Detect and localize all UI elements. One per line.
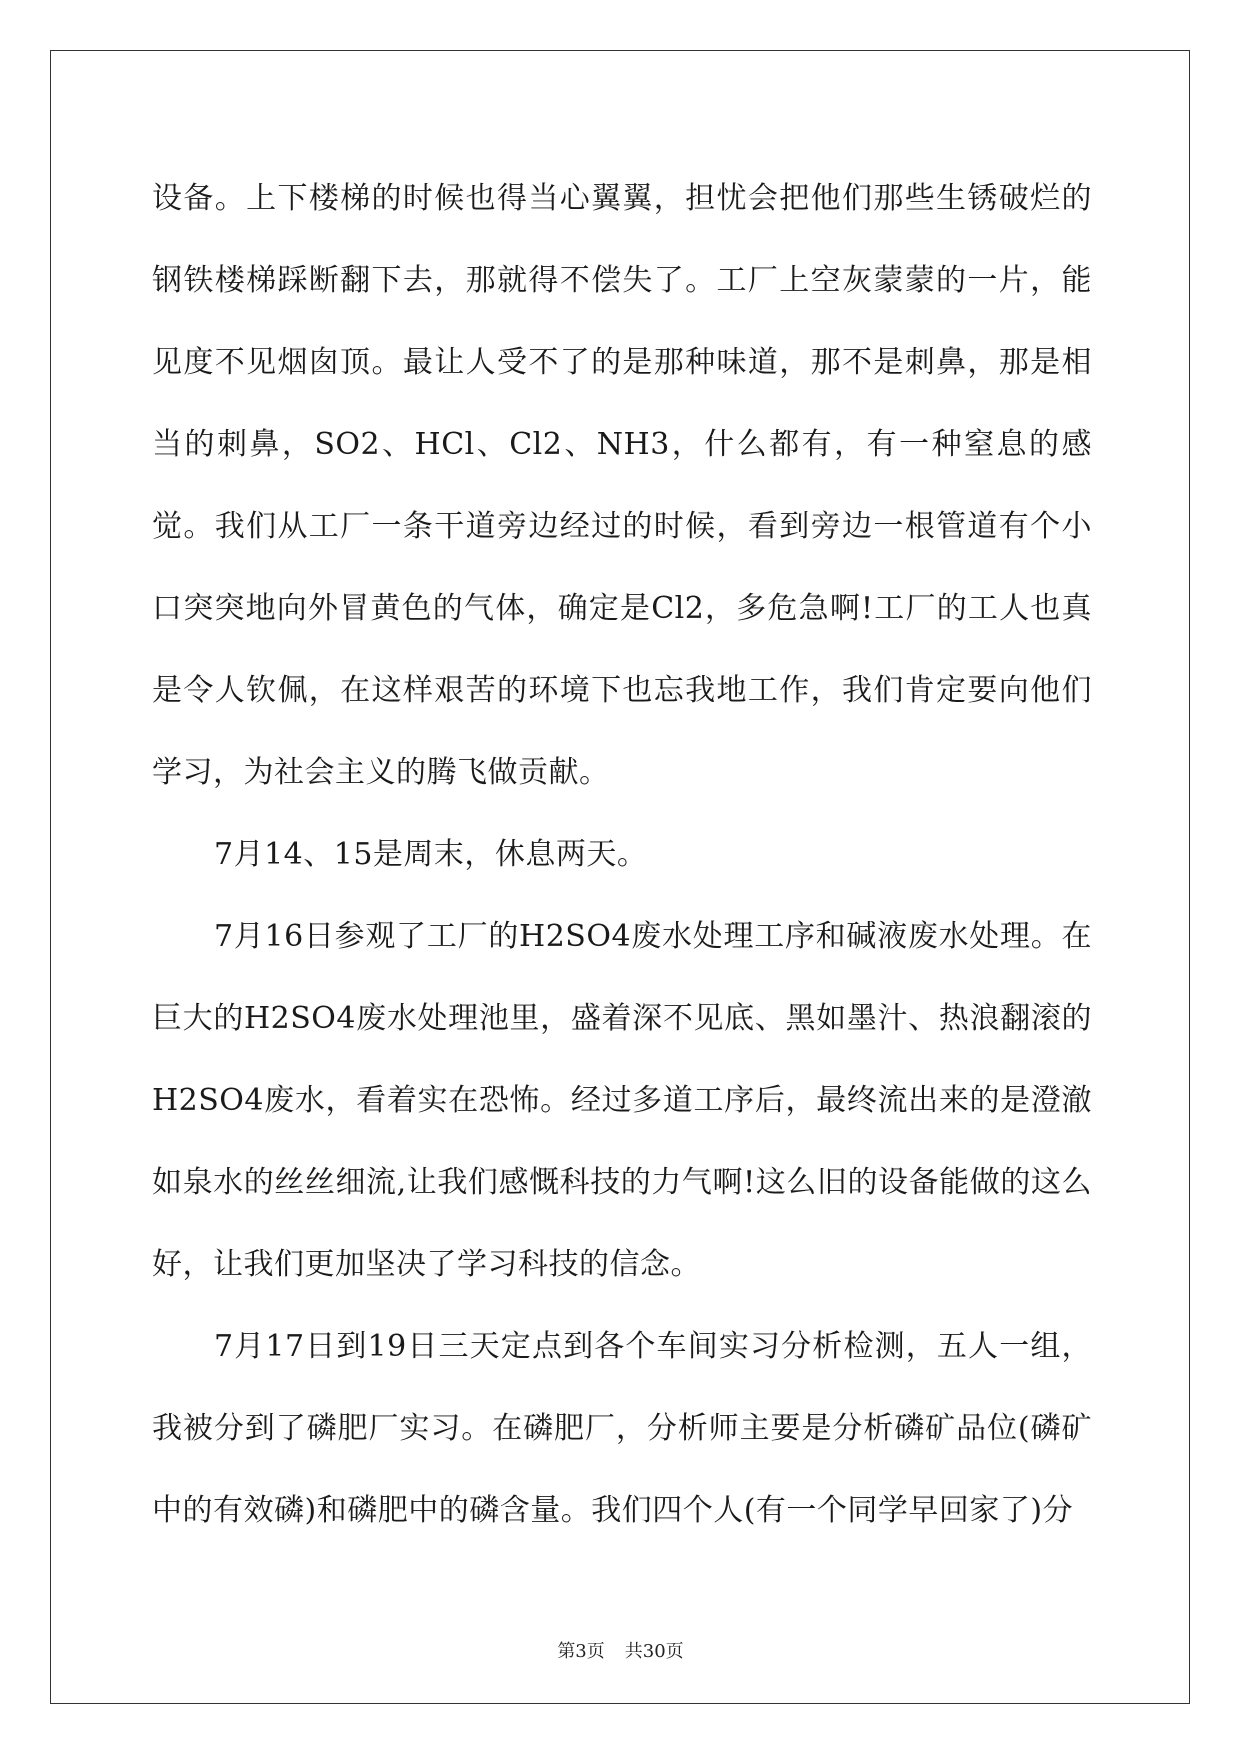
paragraph-1: 设备。上下楼梯的时候也得当心翼翼，担忧会把他们那些生锈破烂的钢铁楼梯踩断翻下去，那就得不偿失了。工厂上空灰蒙蒙的一片，能见度不见烟囱顶。最让人受不了的是那种味道，那不是刺鼻，那是相当的刺鼻，SO2、HCl、Cl2、NH3，什么都有，有一种窒息的感觉。我们从工厂一条干道旁边经过的时候，看到旁边一根管道有个小口突突地向外冒黄色的气体，确定是Cl2，多危急啊!工厂的工人也真是令人钦佩，在这样艰苦的环境下也忘我地工作，我们肯定要向他们学习，为社会主义的腾飞做贡献。	[152, 181, 1092, 790]
page-total: 共30页	[624, 1641, 684, 1662]
paragraph-3: 7月16日参观了工厂的H2SO4废水处理工序和碱液废水处理。在巨大的H2SO4废水处理池里，盛着深不见底、黑如墨汁、热浪翻滚的H2SO4废水，看着实在恐怖。经过多道工序后，最终流出来的是澄澈如泉水的丝丝细流,让我们感慨科技的力气啊!这么旧的设备能做的这么好，让我们更加坚决了学习科技的信念。	[152, 919, 1092, 1282]
page-number: 第3页	[557, 1641, 605, 1662]
paragraph-4: 7月17日到19日三天定点到各个车间实习分析检测，五人一组，我被分到了磷肥厂实习。在磷肥厂，分析师主要是分析磷矿品位(磷矿中的有效磷)和磷肥中的磷含量。我们四个人(有一个同学早回家了)分	[152, 1329, 1092, 1528]
page-footer	[0, 1640, 1241, 1664]
document-body	[152, 158, 1092, 1552]
paragraph-2: 7月14、15是周末，休息两天。	[214, 837, 648, 872]
